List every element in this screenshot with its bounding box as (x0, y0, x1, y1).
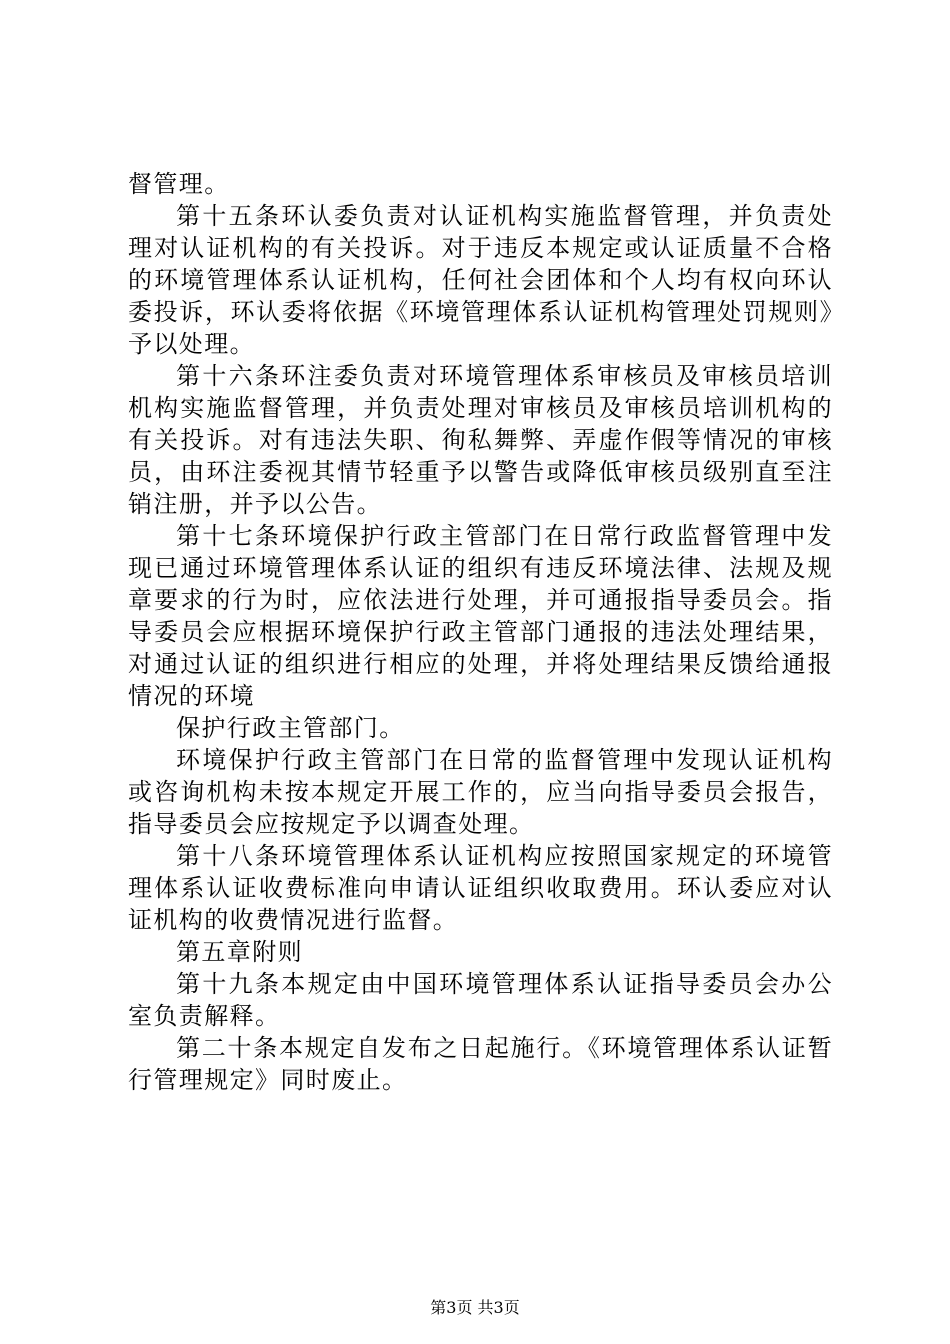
document-body (128, 168, 833, 1096)
paragraph-continuation: 督管理。 (128, 170, 230, 198)
paragraph-article-17-continued: 保护行政主管部门。 (176, 714, 405, 742)
paragraph-article-17: 第十七条环境保护行政主管部门在日常行政监督管理中发现已通过环境管理体系认证的组织有违反环境法律、法规及规章要求的行为时，应依法进行处理，并可通报指导委员会。指导委员会应根据环境保护行政主管部门通报的违法处理结果，对通过认证的组织进行相应的处理，并将处理结果反馈给通报情况的环境 (128, 522, 833, 710)
paragraph-article-18: 第十八条环境管理体系认证机构应按照国家规定的环境管理体系认证收费标准向申请认证组织收取费用。环认委应对认证机构的收费情况进行监督。 (128, 842, 833, 934)
paragraph-article-20: 第二十条本规定自发布之日起施行。《环境管理体系认证暂行管理规定》同时废止。 (128, 1034, 833, 1094)
chapter-heading: 第五章附则 (176, 938, 303, 966)
page-number-footer: 第3页 共3页 (430, 1298, 520, 1317)
paragraph-environmental-authority: 环境保护行政主管部门在日常的监督管理中发现认证机构或咨询机构未按本规定开展工作的，应当向指导委员会报告，指导委员会应按规定予以调查处理。 (128, 746, 833, 838)
paragraph-article-15: 第十五条环认委负责对认证机构实施监督管理，并负责处理对认证机构的有关投诉。对于违反本规定或认证质量不合格的环境管理体系认证机构，任何社会团体和个人均有权向环认委投诉，环认委将依据《环境管理体系认证机构管理处罚规则》予以处理。 (128, 202, 833, 358)
paragraph-article-19: 第十九条本规定由中国环境管理体系认证指导委员会办公室负责解释。 (128, 970, 833, 1030)
paragraph-article-16: 第十六条环注委负责对环境管理体系审核员及审核员培训机构实施监督管理，并负责处理对审核员及审核员培训机构的有关投诉。对有违法失职、徇私舞弊、弄虚作假等情况的审核员，由环注委视其情节轻重予以警告或降低审核员级别直至注销注册，并予以公告。 (128, 362, 833, 518)
